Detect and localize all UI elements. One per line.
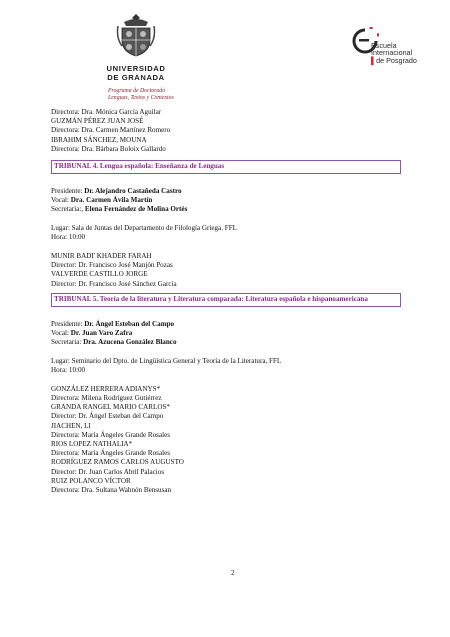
- eip-text: Escuela Internacional ▌de Posgrado: [371, 41, 417, 65]
- student-line: RUIZ POLANCO VÍCTOR: [51, 476, 131, 485]
- tribunal-5-heading: TRIBUNAL 5. Teoría de la literatura y Literatura comparada: Literatura española e hispanoamericana: [51, 293, 401, 307]
- secretaria-line: Secretaria:, Elena Fernández de Molina Ortés: [51, 205, 188, 214]
- doctoral-program-label: Programa de Doctorado Lenguas, Textos y Contextos: [108, 88, 174, 101]
- student-line: RODRÍGUEZ RAMOS CARLOS AUGUSTO: [51, 458, 184, 467]
- director-line: Directora: María Ángeles Grande Rosales: [51, 449, 170, 458]
- university-crest-icon: [116, 12, 156, 58]
- eip-logo: [351, 27, 431, 69]
- student-line: MUNIR BADI' KHADER FARAH: [51, 252, 152, 261]
- student-line: RIOS LOPEZ NATHALIA*: [51, 440, 133, 449]
- director-line: Director: Dr. Francisco José Sánchez García: [51, 279, 177, 288]
- text-line: Directora: Dra. Carmen Martínez Romero: [51, 126, 171, 135]
- presidente-line: Presidente: Dr. Ángel Esteban del Campo: [51, 319, 175, 328]
- director-line: Director: Dr. Juan Carlos Abril Palacios: [51, 467, 165, 476]
- student-line: GRANDA RANGEL MARIO CARLOS*: [51, 403, 170, 412]
- student-line: VALVERDE CASTILLO JORGE: [51, 270, 148, 279]
- secretaria-line: Secretaria: Dra. Azucena González Blanco: [51, 338, 177, 347]
- lugar-line: Lugar: Sala de Juntas del Departamento de Filología Griega. FFL: [51, 224, 237, 233]
- university-name: UNIVERSIDAD DE GRANADA: [106, 64, 166, 82]
- document-body: [51, 108, 401, 495]
- lugar-line: Lugar: Seminario del Dpto. de Lingüística General y Teoría de la Literatura, FFL: [51, 356, 282, 365]
- student-line: GONZÁLEZ HERRERA ADIANYS*: [51, 384, 161, 393]
- page-number: 2: [231, 569, 235, 577]
- presidente-line: Presidente: Dr. Alejandro Castañeda Castro: [51, 187, 182, 196]
- tribunal-4-heading: TRIBUNAL 4. Lengua española: Enseñanza de Lenguas: [51, 160, 401, 174]
- text-line: IBRAHIM SÁNCHEZ, MOUNA: [51, 135, 147, 144]
- eip-red-bar: ▌: [371, 55, 377, 65]
- vocal-line: Vocal: Dra. Carmen Ávila Martín: [51, 196, 153, 205]
- text-line: GUZMÁN PÉREZ JUAN JOSÉ: [51, 117, 144, 126]
- director-line: Director: Dr. Ángel Esteban del Campo: [51, 412, 164, 421]
- student-line: JIACHEN, LI: [51, 421, 91, 430]
- text-line: Directora: Dra. Mónica García Aguilar: [51, 108, 162, 116]
- director-line: Director: Dr. Francisco José Manjón Pozas: [51, 261, 173, 270]
- director-line: Directora: María Ángeles Grande Rosales: [51, 430, 170, 439]
- director-line: Directora: Milena Rodríguez Gutiérrez: [51, 394, 162, 403]
- text-line: Directora: Dra. Bárbara Boloix Gallardo: [51, 144, 166, 153]
- hora-line: Hora: 10:00: [51, 366, 86, 375]
- hora-line: Hora: 10:00: [51, 233, 86, 242]
- university-logo: [101, 12, 171, 82]
- vocal-line: Vocal: Dr. Juan Varo Zafra: [51, 329, 133, 338]
- director-line: Directora: Dra. Sultana Wahnón Bensusan: [51, 486, 172, 495]
